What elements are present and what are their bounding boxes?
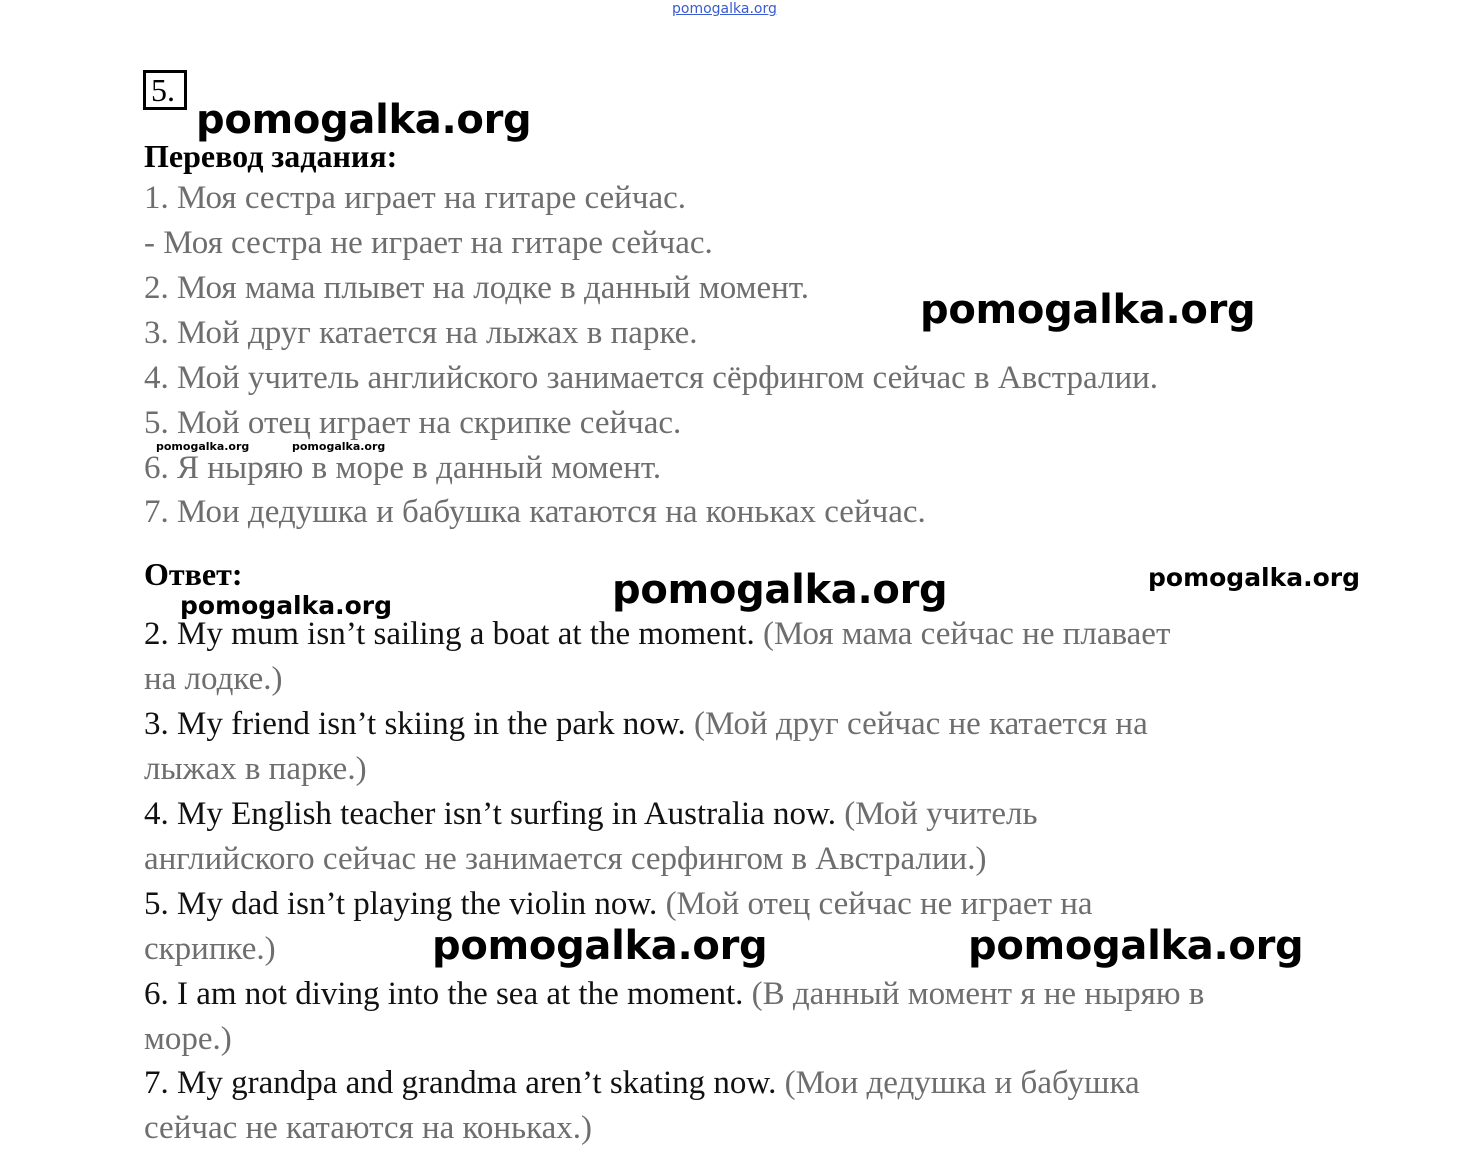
translation-line-1: 1. Моя сестра играет на гитаре сейчас.: [144, 180, 686, 216]
watermark-answer-center: pomogalka.org: [612, 567, 948, 613]
answer-5-line-2: скрипке.): [144, 931, 276, 967]
translation-line-1b: - Моя сестра не играет на гитаре сейчас.: [144, 225, 713, 261]
answer-6-russian: (В данный момент я не ныряю в: [743, 976, 1205, 1012]
answer-3-line-2: лыжах в парке.): [144, 751, 367, 787]
watermark-small-a: pomogalka.org: [156, 440, 250, 453]
watermark-answer-left: pomogalka.org: [180, 591, 393, 620]
watermark-bottom-left: pomogalka.org: [432, 923, 768, 969]
answer-7-line-1: [144, 1067, 1140, 1100]
translation-line-7: 7. Мои дедушка и бабушка катаются на коньках сейчас.: [144, 494, 926, 530]
translation-line-4: 4. Мой учитель английского занимается сёрфингом сейчас в Австралии.: [144, 360, 1159, 396]
translation-line-6: 6. Я ныряю в море в данный момент.: [144, 450, 662, 486]
translation-heading: Перевод задания:: [144, 138, 398, 174]
answer-5-english: 5. My dad isn’t playing the violin now.: [144, 886, 658, 922]
translation-line-5: 5. Мой отец играет на скрипке сейчас.: [144, 405, 682, 441]
watermark-small-b: pomogalka.org: [292, 440, 386, 453]
answer-heading: Ответ:: [144, 556, 243, 592]
watermark-answer-right: pomogalka.org: [1148, 563, 1361, 592]
answer-3-line-1: [144, 708, 1148, 741]
answer-7-line-2: сейчас не катаются на коньках.): [144, 1110, 593, 1146]
watermark-right-mid: pomogalka.org: [920, 287, 1256, 333]
answer-4-line-2: английского сейчас не занимается серфингом в Австралии.): [144, 841, 987, 877]
watermark-link-top[interactable]: pomogalka.org: [672, 1, 777, 17]
task-number: 5.: [151, 72, 175, 108]
translation-line-3: 3. Мой друг катается на лыжах в парке.: [144, 315, 698, 351]
answer-3-russian: (Мой друг сейчас не катается на: [685, 706, 1148, 742]
answer-5-line-1: [144, 888, 1093, 921]
answer-4-english: 4. My English teacher isn’t surfing in Australia now.: [144, 796, 836, 832]
answer-2-line-1: [144, 618, 1170, 651]
answer-7-english: 7. My grandpa and grandma aren’t skating now.: [144, 1065, 777, 1101]
answer-6-line-2: море.): [144, 1021, 232, 1057]
answer-4-line-1: [144, 798, 1038, 831]
answer-7-russian: (Мои дедушка и бабушка: [776, 1065, 1140, 1101]
answer-2-russian: (Моя мама сейчас не плавает: [754, 616, 1171, 652]
answer-2-line-2: на лодке.): [144, 661, 283, 697]
answer-6-english: 6. I am not diving into the sea at the moment.: [144, 976, 744, 1012]
answer-6-line-1: [144, 978, 1204, 1011]
answer-4-russian: (Мой учитель: [836, 796, 1038, 832]
watermark-header: pomogalka.org: [196, 97, 532, 143]
translation-line-2: 2. Моя мама плывет на лодке в данный момент.: [144, 270, 809, 306]
answer-3-english: 3. My friend isn’t skiing in the park now.: [144, 706, 686, 742]
task-number-box: [143, 70, 187, 110]
answer-2-english: 2. My mum isn’t sailing a boat at the moment.: [144, 616, 755, 652]
answer-5-russian: (Мой отец сейчас не играет на: [657, 886, 1093, 922]
watermark-bottom-right: pomogalka.org: [968, 923, 1304, 969]
